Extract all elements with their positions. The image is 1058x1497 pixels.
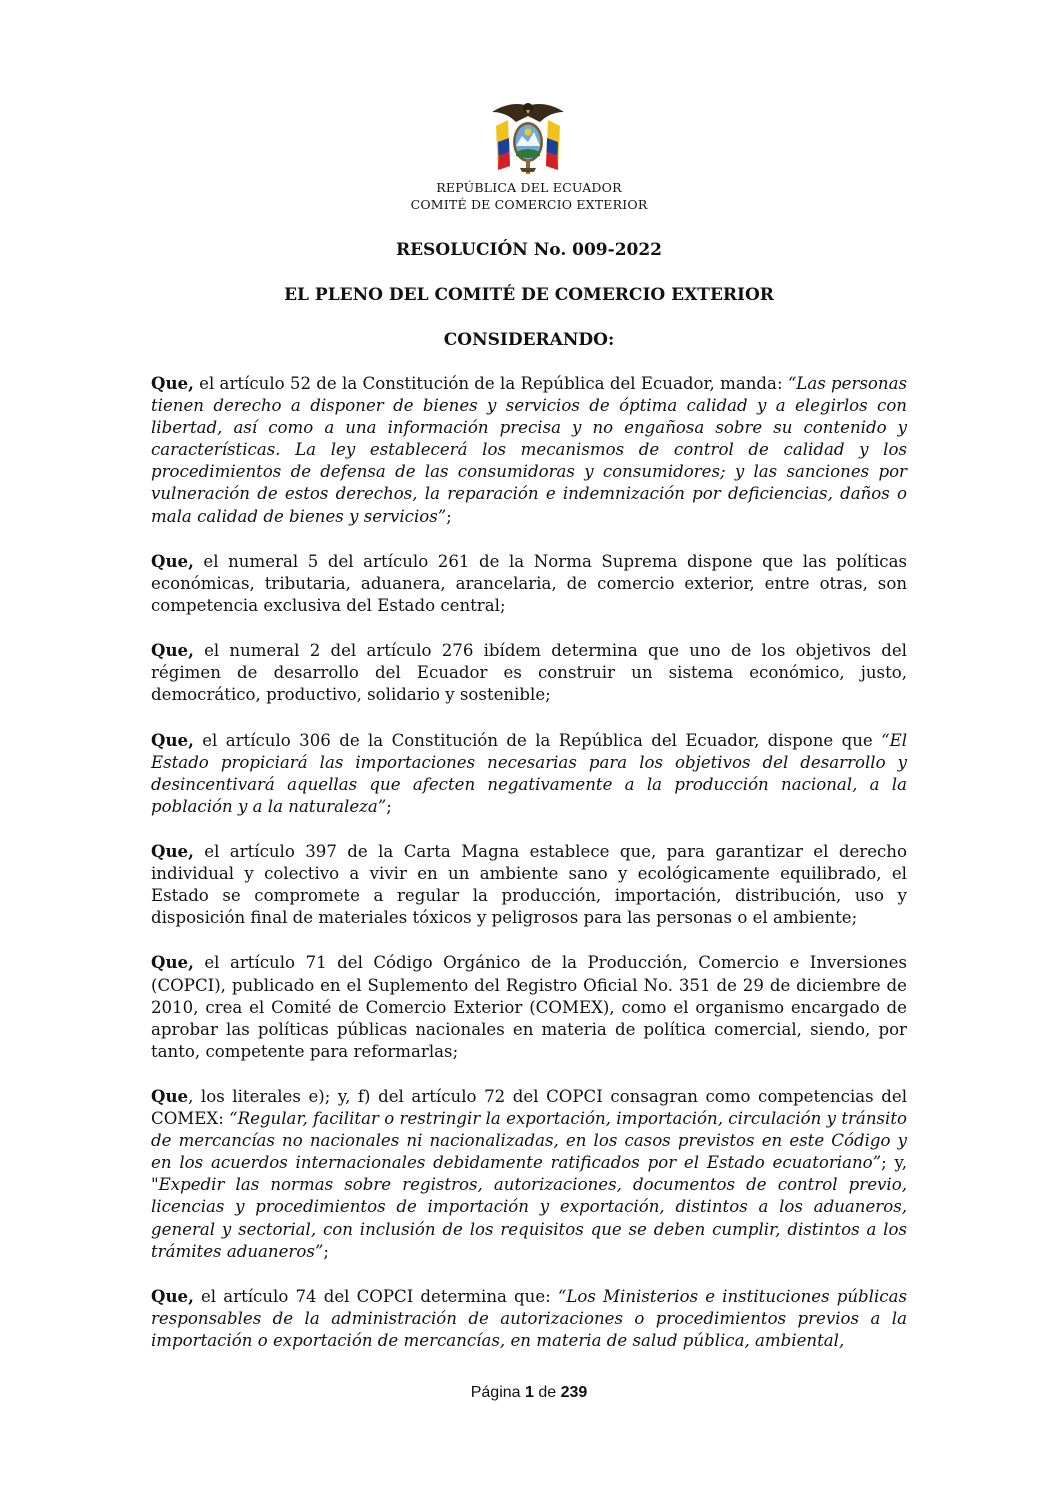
paragraph-tail: ; <box>386 796 392 816</box>
paragraph-tail: ; <box>446 506 452 526</box>
header-country: REPÚBLICA DEL ECUADOR <box>436 180 622 195</box>
paragraph-lead: Que, <box>151 729 194 750</box>
considering-heading: CONSIDERANDO: <box>443 330 615 350</box>
document-body <box>151 372 907 1374</box>
current-page: 1 <box>524 1384 534 1401</box>
paragraph-quote: "Expedir las normas sobre registros, autorizaciones, documentos de control previo, licencias y procedimientos de importación y exportación, distintos a los aduaneros, general y sectorial, con inclusión de los requisitos que se deben cumplir, distintos a los trámites aduaneros” <box>151 1175 907 1261</box>
paragraph-text: el artículo 71 del Código Orgánico de la Producción, Comercio e Inversiones (COPCI), publicado en el Suplemento del Registro Oficial No. 351 de 29 de diciembre de 2010, crea el Comité de Comercio Exterior (COMEX), como el organismo encargado de aprobar las políticas públicas nacionales en materia de política comercial, siendo, por tanto, competente para reformarlas; <box>151 953 907 1061</box>
paragraph-quote: “El Estado propiciará las importaciones necesarias para los objetivos del desarrollo y desincentivará aquellas que afecten negativamente a la producción nacional, a la población y a la naturaleza” <box>151 730 907 816</box>
paragraph-text: el artículo 74 del COPCI determina que: <box>193 1286 558 1306</box>
paragraph-text: , los literales e); y, f) del artículo 72 del COPCI consagran como competencias del COMEX: <box>151 1087 907 1129</box>
paragraph <box>151 639 907 706</box>
paragraph-text: el numeral 5 del artículo 261 de la Norma Suprema dispone que las políticas económicas, tributaria, aduanera, arancelaria, de comercio exterior, entre otras, son competencia exclusiva del Estado central; <box>151 551 907 615</box>
resolution-number: RESOLUCIÓN No. 009-2022 <box>395 240 663 260</box>
paragraph-lead: Que, <box>151 1285 194 1306</box>
paragraph <box>151 1285 907 1352</box>
total-pages: 239 <box>560 1384 588 1401</box>
paragraph-quote: “Los Ministerios e instituciones públicas responsables de la administración de autorizaciones o procedimientos previos a la importación o exportación de mercancías, en materia de salud pública, ambiental, <box>151 1286 907 1351</box>
paragraph-text: el artículo 397 de la Carta Magna establece que, para garantizar el derecho individual y colectivo a vivir en un ambiente sano y ecológicamente equilibrado, el Estado se compromete a regular la producción, importación, distribución, uso y disposición final de materiales tóxicos y peligrosos para las personas o el ambiente; <box>151 841 907 928</box>
paragraph-quote: “Regular, facilitar o restringir la exportación, importación, circulación y tránsito de mercancías no nacionales ni nacionalizadas, en los casos previstos en este Código y en los acuerdos internacionales debidamente ratificados por el Estado ecuatoriano” <box>151 1109 907 1173</box>
paragraph-text: el artículo 306 de la Constitución de la República del Ecuador, dispone que <box>193 730 882 750</box>
paragraph-lead: Que <box>151 1086 189 1106</box>
page-separator: de <box>533 1384 561 1401</box>
paragraph <box>151 1085 907 1263</box>
paragraph-lead: Que, <box>151 840 194 861</box>
paragraph-text: el artículo 52 de la Constitución de la República del Ecuador, manda: <box>193 374 788 393</box>
page-label: Página <box>470 1384 525 1401</box>
ecuador-coat-of-arms-icon <box>490 96 566 178</box>
paragraph-quote: “Las personas tienen derecho a disponer de bienes y servicios de óptima calidad y a elegirlos con libertad, así como a una información precisa y no engañosa sobre su contenido y características. La ley establecerá los mecanismos de control de calidad y los procedimientos de defensa de las consumidoras y consumidores; y las sanciones por vulneración de estos derechos, la reparación e indemnización por deficiencias, daños o mala calidad de bienes y servicios” <box>151 374 907 526</box>
paragraph <box>151 372 907 528</box>
paragraph-lead: Que, <box>151 550 194 571</box>
paragraph-lead: Que, <box>151 373 194 393</box>
paragraph <box>151 951 907 1062</box>
paragraph-tail: ; <box>323 1241 329 1261</box>
paragraph <box>151 550 907 617</box>
paragraph-text: ; y, <box>881 1153 908 1173</box>
paragraph-text: el numeral 2 del artículo 276 ibídem determina que uno de los objetivos del régimen de desarrollo del Ecuador es construir un sistema económico, justo, democrático, productivo, solidario y sostenible; <box>151 641 907 705</box>
paragraph <box>151 729 907 818</box>
page-number <box>0 1384 1058 1402</box>
paragraph <box>151 840 907 929</box>
paragraph-lead: Que, <box>151 952 194 973</box>
paragraph-lead: Que, <box>151 640 194 661</box>
issuing-body: EL PLENO DEL COMITÉ DE COMERCIO EXTERIOR <box>284 285 774 305</box>
header-institution: COMITÉ DE COMERCIO EXTERIOR <box>410 197 648 212</box>
